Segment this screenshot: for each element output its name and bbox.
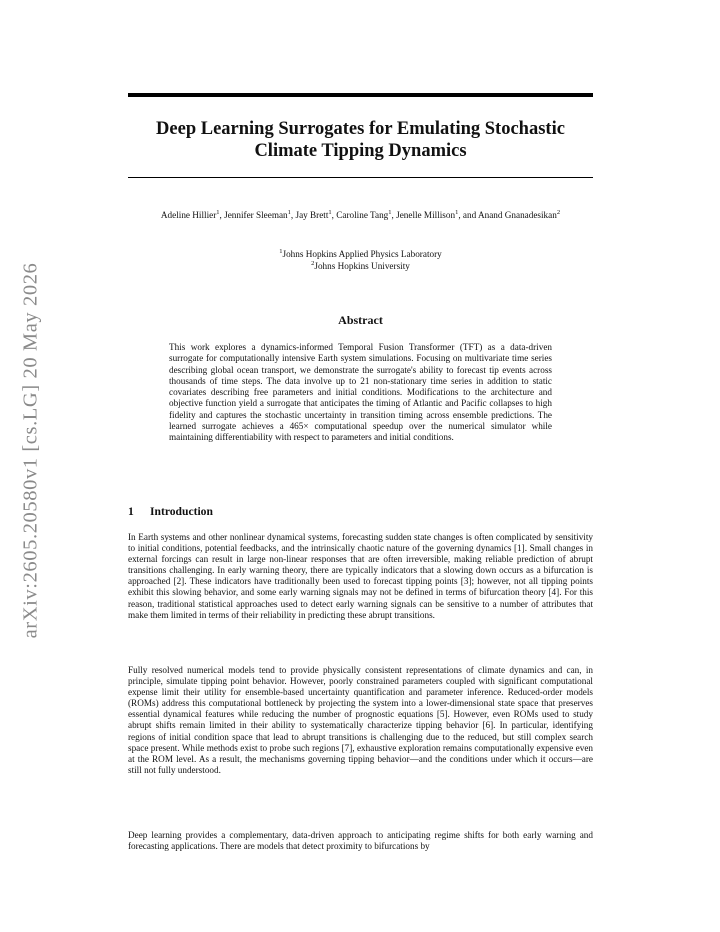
author: Adeline Hillier$^1$, [160, 208, 225, 220]
author-list [128, 209, 593, 221]
paragraph: In Earth systems and other nonlinear dynamical systems, forecasting sudden state changes is often complicated by sensitivity to initial conditions, potential feedbacks, and the intrinsically chaotic nature of the governing dynamics [1]. Small changes in external forcings can result in large non-linear responses that are often irreversible, making reliable prediction of abrupt transitions challenging. In early warning theory, there are typically indicators that a slowing down occurs as a bifurcation is approached [2]. These indicators have traditionally been used to forecast tipping points [3]; however, not all tipping points exhibit this slowing behavior, and some early warning signals may not be defined in terms of bifurcation theory [4]. For this reason, traditional statistical approaches used to detect early warning signals can be sensitive to a number of attributes that make them limited in terms of their reliability in predicting these abrupt transitions. [128, 532, 593, 620]
affiliation: $^1$Johns Hopkins Applied Physics Laboratory [279, 247, 442, 259]
section-title: Introduction [150, 505, 213, 518]
author: Jenelle Millison$^1$, and [396, 208, 478, 220]
arxiv-identifier-stamp [14, 255, 48, 645]
title-rule-bottom [128, 177, 593, 178]
section-heading-introduction [128, 505, 213, 518]
author: Jay Brett$^1$, [295, 208, 337, 220]
section-number: 1 [128, 505, 134, 518]
abstract-heading: Abstract [338, 313, 383, 327]
paper-title [128, 118, 593, 162]
title-rule-top [128, 93, 593, 97]
author: Jennifer Sleeman$^1$, [224, 208, 296, 220]
paper-title-line-1: Deep Learning Surrogates for Emulating Stochastic [156, 119, 565, 139]
abstract-body: This work explores a dynamics-informed Temporal Fusion Transformer (TFT) as a data-driven surrogate for computationally intensive Earth system simulations. Focusing on multivariate time series describing global ocean transport, we demonstrate the surrogate's ability to forecast tip events across thousands of time steps. The data involve up to 21 non-stationary time series in addition to static covariates describing free parameters and initial conditions. Modifications to the architecture and objective function yield a surrogate that anticipates the timing of Atlantic and Pacific collapses to high fidelity and captures the stochastic uncertainty in transition timing across ensemble predictions. The learned surrogate achieves a 465× computational speedup over the numerical simulator while maintaining differentiability with respect to parameters and initial conditions. [169, 342, 552, 443]
arxiv-identifier-text: arXiv:2605.20580v1 [cs.LG] 20 May 2026 [19, 262, 42, 638]
paragraph: Fully resolved numerical models tend to provide physically consistent representations of climate dynamics and can, in principle, simulate tipping point behavior. However, poorly constrained parameters coupled with significant computational expense limit their utility for ensemble-based uncertainty quantification and parameter inference. Reduced-order models (ROMs) address this computational bottleneck by projecting the system into a lower-dimensional state space that preserves essential dynamical features while reducing the number of prognostic equations [5]. However, even ROMs used to study abrupt shifts remain limited in their ability to systematically characterize tipping behavior [6]. In particular, identifying regions of initial condition space that lead to abrupt transitions is challenging due to the reduced, but still complex search space present. While methods exist to probe such regions [7], exhaustive exploration remains computationally expensive even at the ROM level. As a result, the mechanisms governing tipping behavior—and the conditions under which it occurs—are still not fully understood. [128, 665, 593, 775]
author: Caroline Tang$^1$, [336, 208, 397, 220]
affiliation-list [128, 249, 593, 272]
affiliation: $^2$Johns Hopkins University [311, 259, 410, 271]
author: Anand Gnanadesikan$^2$ [477, 208, 561, 220]
paper-title-line-2: Climate Tipping Dynamics [254, 141, 467, 161]
paragraph: Deep learning provides a complementary, data-driven approach to anticipating regime shifts for both early warning and forecasting applications. There are models that detect proximity to bifurcations by [128, 830, 593, 852]
